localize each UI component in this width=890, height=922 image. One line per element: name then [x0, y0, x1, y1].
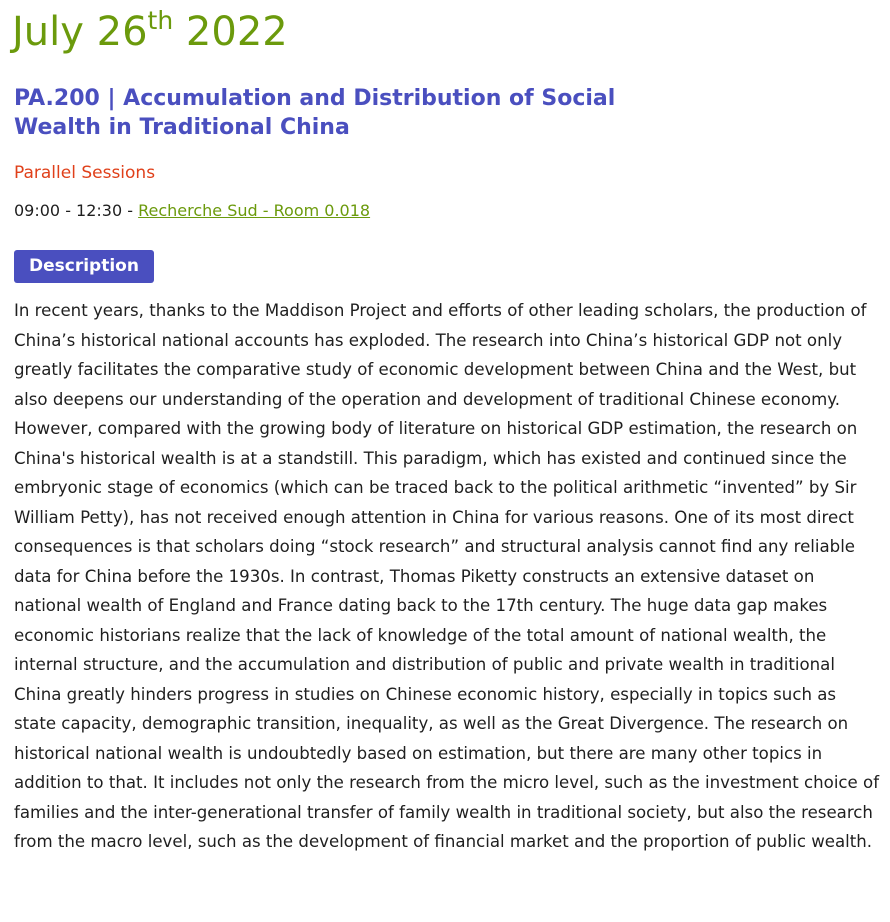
date-year: 2022: [185, 9, 288, 55]
date-ordinal-suffix: th: [147, 6, 174, 35]
description-text: In recent years, thanks to the Maddison Project and efforts of other leading scholars, the production of China’s historical national accounts has exploded. The research into China’s historical GDP not only greatly facilitates the comparative study of economic development between China and the West, but also deepens our understanding of the operation and development of traditional Chinese economy. However, compared with the growing body of literature on historical GDP estimation, the research on China's historical wealth is at a standstill. This paradigm, which has existed and continued since the embryonic stage of economics (which can be traced back to the political arithmetic “invented” by Sir William Petty), has not received enough attention in China for various reasons. One of its most direct consequences is that scholars doing “stock research” and structural analysis cannot find any reliable data for China before the 1930s. In contrast, Thomas Piketty constructs an extensive dataset on national wealth of England and France dating back to the 17th century. The huge data gap makes economic historians realize that the lack of knowledge of the total amount of national wealth, the internal structure, and the accumulation and distribution of public and private wealth in traditional China greatly hinders progress in studies on Chinese economic history, especially in topics such as state capacity, demographic transition, inequality, as well as the Great Divergence. The research on historical national wealth is undoubtedly based on estimation, but there are many other topics in addition to that. It includes not only the research from the micro level, such as the investment choice of families and the inter-generational transfer of family wealth in traditional society, but also the research from the macro level, such as the development of financial market and the proportion of public wealth.: [14, 301, 880, 851]
location-link[interactable]: Recherche Sud - Room 0.018: [138, 201, 371, 220]
session-time: 09:00 - 12:30 -: [14, 201, 139, 220]
session-type: Parallel Sessions: [14, 163, 156, 183]
date-month-day: July 26: [12, 9, 148, 55]
session-time-location: [14, 200, 370, 222]
event-date: [12, 6, 288, 58]
session-title: PA.200 | Accumulation and Distribution of Social Wealth in Traditional China: [14, 86, 616, 140]
description-tab[interactable]: Description: [14, 250, 154, 283]
